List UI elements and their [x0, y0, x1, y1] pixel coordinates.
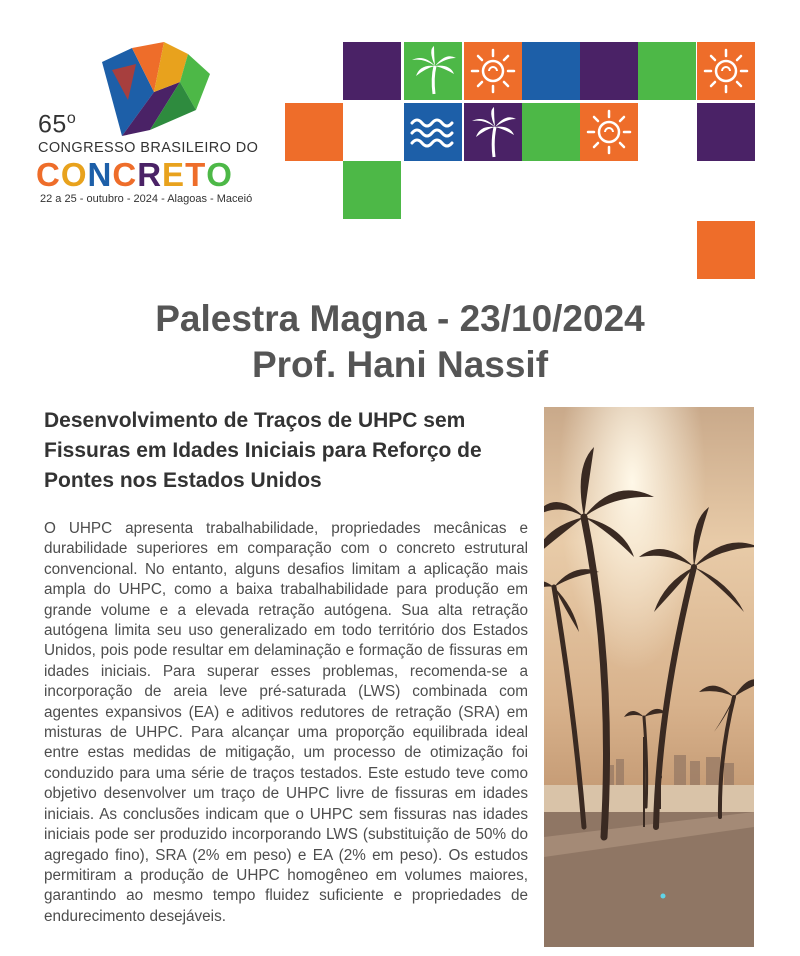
wordmark-letter: T	[185, 156, 207, 193]
wordmark-letter: O	[60, 156, 88, 193]
mosaic-tile-blue	[522, 42, 580, 100]
sun-icon	[580, 103, 638, 161]
palm-tree-icon	[404, 42, 462, 100]
mosaic-tile-purple	[580, 42, 638, 100]
mosaic-tile-palm	[404, 42, 462, 100]
sun-icon	[697, 42, 755, 100]
logo-edition: 65$^o$	[38, 110, 77, 139]
logo-mark-icon	[92, 40, 222, 140]
mosaic-tile-orange	[285, 103, 343, 161]
logo-date-line: 22 a 25 - outubro - 2024 - Alagoas - Maceió	[40, 193, 253, 205]
title-line-speaker: Prof. Hani Nassif	[251, 344, 549, 385]
mosaic-tile-green	[522, 103, 580, 161]
mosaic-tile-orange	[697, 221, 755, 279]
mosaic-tile-waves	[404, 103, 462, 161]
abstract-text: O UHPC apresenta trabalhabilidade, propriedades mecânicas e durabilidade superiores em comparação com o concreto estrutural convencional. No entanto, alguns desafios limitam a aplicação mais ampla do UHPC, como a baixa trabalhabilidade para produção em grande volume e a elevada retração autógena. Sua alta retração autógena limita seu uso generalizado em todo território dos Estados Unidos, pois pode resultar em delaminação e formação de fissuras em idades iniciais. Para superar esses problemas, recomenda-se a incorporação de areia leve pré-saturada (LWS) combinada com agentes expansivos (EA) e aditivos redutores de retração (SRA) em misturas de UHPC. Para alcançar uma proporção equilibrada ideal entre estas medidas de mitigação, um processo de otimização foi conduzido para uma série de traços testados. Este estudo teve como objetivo desenvolver um traço de UHPC livre de fissuras em idades iniciais. As conclusões indicam que o UHPC sem fissuras nas idades iniciais pode ser produzido incorporando LWS (substituição de 50% do agregado fino), SRA (2% em peso) e EA (2% em peso). Os estudos permitiram a produção de UHPC homogêneo em volumes maiores, garantindo ao mesmo tempo fluidez suficiente e propriedades de endurecimento desejáveis.	[44, 520, 528, 925]
congress-logo	[30, 38, 270, 208]
logo-wordmark	[36, 156, 233, 194]
wordmark-letter: R	[137, 156, 163, 193]
palm-tree-icon	[464, 103, 522, 161]
mosaic-tile-sun	[464, 42, 522, 100]
beach-palm-photo	[544, 407, 754, 947]
mosaic-tile-palm	[464, 103, 522, 161]
sun-icon	[464, 42, 522, 100]
title-line-event: Palestra Magna - 23/10/2024	[155, 298, 645, 339]
mosaic-tile-green	[343, 161, 401, 219]
wordmark-letter: C	[112, 156, 138, 193]
waves-icon	[404, 103, 462, 161]
mosaic-tile-green	[638, 42, 696, 100]
wordmark-letter: O	[206, 156, 233, 193]
wordmark-letter: C	[36, 156, 61, 193]
mosaic-tile-sun	[697, 42, 755, 100]
logo-tagline: CONGRESSO BRASILEIRO DO	[38, 140, 259, 156]
wordmark-letter: E	[162, 156, 186, 193]
mosaic-tile-sun	[580, 103, 638, 161]
mosaic-tile-purple	[343, 42, 401, 100]
talk-subtitle: Desenvolvimento de Traços de UHPC sem Fissuras em Idades Iniciais para Reforço de Pontes nos Estados Unidos	[44, 409, 482, 492]
wordmark-letter: N	[87, 156, 113, 193]
mosaic-tile-purple	[697, 103, 755, 161]
page-title	[0, 296, 800, 388]
